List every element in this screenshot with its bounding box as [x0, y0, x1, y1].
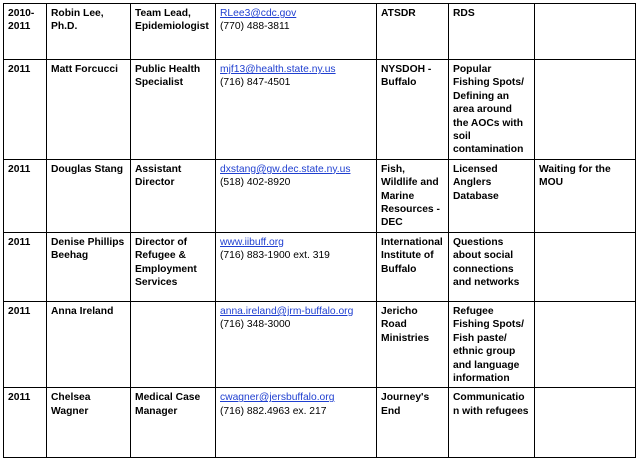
name-cell: Douglas Stang	[47, 159, 131, 232]
organization-cell: International Institute of Buffalo	[377, 232, 449, 301]
email-link[interactable]: mjf13@health.state.ny.us	[220, 64, 336, 75]
year-cell: 2011	[4, 60, 47, 160]
table-row	[4, 60, 636, 160]
phone-number: (716) 847-4501	[220, 77, 291, 89]
year-cell: 2011	[4, 232, 47, 301]
topic-cell: Popular Fishing Spots/ Defining an area around the AOCs with soil contamination	[449, 60, 535, 160]
contact-cell	[216, 60, 377, 160]
phone-number: (716) 882.4963 ex. 217	[220, 405, 327, 417]
phone-number: (770) 488-3811	[220, 21, 290, 33]
title-cell: Team Lead, Epidemiologist	[131, 4, 216, 60]
phone-number: (518) 402-8920	[220, 177, 291, 189]
name-cell: Anna Ireland	[47, 301, 131, 387]
website-link[interactable]: www.iibuff.org	[220, 236, 284, 248]
organization-cell: Journey's End	[377, 388, 449, 458]
contact-cell	[216, 232, 377, 301]
table-row	[4, 232, 636, 301]
name-cell: Matt Forcucci	[47, 60, 131, 160]
organization-cell: Fish, Wildlife and Marine Resources - DEC	[377, 159, 449, 232]
topic-cell: RDS	[449, 4, 535, 60]
notes-cell	[535, 232, 636, 301]
year-cell: 2011	[4, 159, 47, 232]
email-link[interactable]: cwagner@jersbuffalo.org	[220, 392, 335, 404]
email-link[interactable]: RLee3@cdc.gov	[220, 8, 297, 19]
topic-cell: Questions about social connections and networks	[449, 232, 535, 301]
year-cell: 2011	[4, 388, 47, 458]
title-cell: Assistant Director	[131, 159, 216, 232]
contact-cell	[216, 159, 377, 232]
name-cell: Denise Phillips Beehag	[47, 232, 131, 301]
phone-number: (716) 348-3000	[220, 319, 291, 331]
table-row	[4, 4, 636, 60]
table-row	[4, 159, 636, 232]
table-row	[4, 388, 636, 458]
title-cell: Public Health Specialist	[131, 60, 216, 160]
name-cell: Robin Lee, Ph.D.	[47, 4, 131, 60]
topic-cell: Refugee Fishing Spots/ Fish paste/ ethnic group and language information	[449, 301, 535, 387]
notes-cell	[535, 4, 636, 60]
contact-cell	[216, 388, 377, 458]
notes-cell	[535, 60, 636, 160]
title-cell	[131, 301, 216, 387]
notes-cell	[535, 301, 636, 387]
title-cell: Director of Refugee & Employment Services	[131, 232, 216, 301]
topic-cell: Licensed Anglers Database	[449, 159, 535, 232]
email-link[interactable]: anna.ireland@jrm-buffalo.org	[220, 305, 354, 317]
year-cell: 2010-2011	[4, 4, 47, 60]
table-row	[4, 301, 636, 387]
name-cell: Chelsea Wagner	[47, 388, 131, 458]
organization-cell: Jericho Road Ministries	[377, 301, 449, 387]
organization-cell: ATSDR	[377, 4, 449, 60]
contact-cell	[216, 301, 377, 387]
year-cell: 2011	[4, 301, 47, 387]
notes-cell: Waiting for the MOU	[535, 159, 636, 232]
contact-cell	[216, 4, 377, 60]
contacts-table	[3, 3, 636, 458]
topic-cell: Communication with refugees	[449, 388, 535, 458]
email-link[interactable]: dxstang@gw.dec.state.ny.us	[220, 163, 351, 175]
phone-number: (716) 883-1900 ext. 319	[220, 250, 330, 262]
organization-cell: NYSDOH - Buffalo	[377, 60, 449, 160]
notes-cell	[535, 388, 636, 458]
title-cell: Medical Case Manager	[131, 388, 216, 458]
